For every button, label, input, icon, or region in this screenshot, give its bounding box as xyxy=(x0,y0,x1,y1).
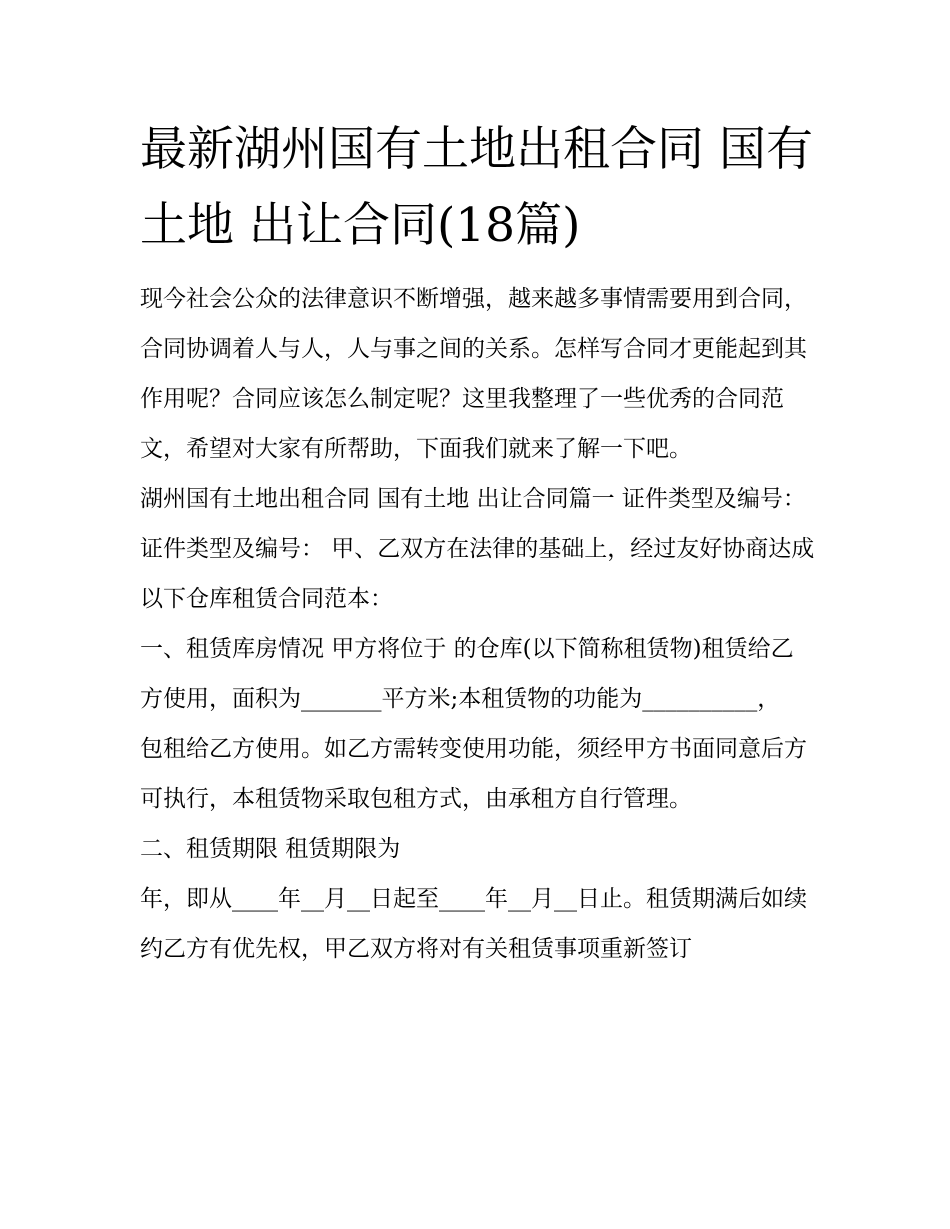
document-content xyxy=(140,112,815,974)
paragraph-clause-2: 二、租赁期限 租赁期限为 xyxy=(140,836,401,862)
paragraph-intro: 现今社会公众的法律意识不断增强，越来越多事情需要用到合同，合同协调着人与人，人与事之间的关系。怎样写合同才更能起到其作用呢？合同应该怎么制定呢？这里我整理了一些优秀的合同范文，希望对大家有所帮助，下面我们就来了解一下吧。 xyxy=(140,286,807,462)
paragraph-section-one-intro: 湖州国有土地出租合同 国有土地 出让合同篇一 证件类型及编号： 证件类型及编号： 甲、乙双方在法律的基础上，经过友好协商达成以下仓库租赁合同范本： xyxy=(140,486,815,612)
document-title: 最新湖州国有土地出租合同 国有土地 出让合同(18篇) xyxy=(140,122,813,253)
paragraph-clause-1-cont: 包租给乙方使用。如乙方需转变使用功能，须经甲方书面同意后方可执行，本租赁物采取包租方式，由承租方自行管理。 xyxy=(140,736,807,812)
paragraph-clause-1: 一、租赁库房情况 甲方将位于 的仓库(以下简称租赁物)租赁给乙方使用，面积为_______平方米;本租赁物的功能为__________， xyxy=(140,636,794,712)
paragraph-clause-2-cont: 年，即从____年__月__日起至____年__月__日止。租赁期满后如续约乙方有优先权，甲乙双方将对有关租赁事项重新签订 xyxy=(140,886,807,962)
document-body xyxy=(140,274,815,974)
